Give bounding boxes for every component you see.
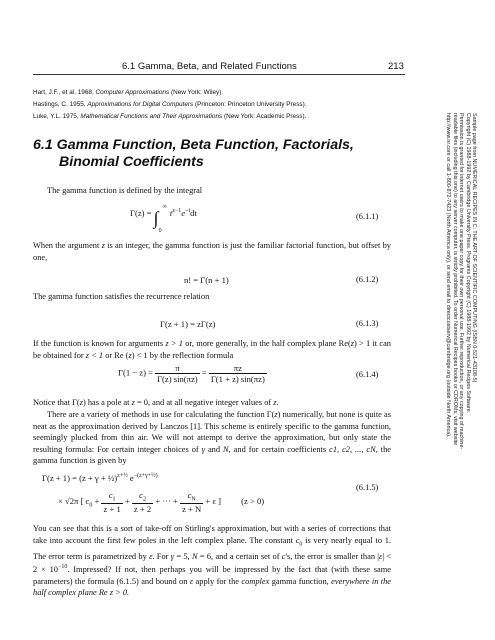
var-z: z (101, 241, 105, 250)
eq5-cn: c (187, 490, 192, 500)
paragraph-lanczos (33, 409, 391, 467)
reference-hastings (33, 100, 307, 111)
copyright-line: Permission is granted for internet users to make one paper copy for their own personal use. Further reproduction, or any copying of machine- (458, 113, 465, 450)
equation-6-1-3: Γ(z + 1) = zΓ(z) (160, 319, 216, 329)
eq5-exp2: −(z+γ+½) (133, 473, 158, 480)
var-z: z (274, 410, 278, 419)
var-z: z (131, 398, 135, 407)
equation-6-1-2: n! = Γ(n + 1) (184, 275, 229, 285)
eq4-fraction-2 (209, 363, 267, 384)
reference-rest: (New York: Wiley). (169, 89, 224, 96)
text: gamma function, (269, 576, 332, 586)
reference-luke (33, 112, 306, 123)
eq1-dt: dt (190, 208, 197, 218)
text: = 0, and at all negative integer values of (134, 398, 274, 407)
text: When the argument (33, 241, 102, 250)
text: or, more generally, in the half complex plane Re( (182, 339, 351, 348)
var-c: c (281, 551, 286, 561)
var-n: N (191, 551, 198, 561)
var-epsilon: ε (379, 551, 383, 561)
reference-authors: Hart, J.F., et al. 1968, (33, 89, 96, 96)
eq4-lhs: Γ(1 − z) = (118, 367, 156, 378)
eq5-term1: $\frac{c_1}{z + 1}$ (103, 490, 121, 514)
eq5-den1: z + 1 (103, 503, 121, 514)
eq4-den1: Γ(z) sin(πz) (157, 374, 198, 384)
eq1-e: e (181, 208, 186, 218)
text: | < 2 × 10 (33, 551, 392, 575)
equation-6-1-5-line1 (42, 473, 158, 483)
page-number: 213 (388, 61, 404, 72)
equation-number-6-1-5: (6.1.5) (356, 483, 379, 492)
paragraph-recurrence: The gamma function satisfies the recurrence relation (33, 292, 210, 301)
text: . Impressed? If not, then perhaps you will be impressed by the fact that (with these same parameters) the formula (6.1.5) and bound on (33, 565, 391, 586)
coefficients: c1, c2, ..., cN (329, 444, 376, 454)
text: ) > 1 it can be obtained for (33, 339, 391, 360)
text: Notice that Γ( (33, 398, 80, 407)
reference-authors: Luke, Y.L. 1975, (33, 113, 81, 120)
integral-upper-limit: ∞ (162, 204, 167, 210)
var-epsilon: ε (149, 551, 153, 561)
text: ) numerically, but none is quite as neat as the approximation derived by Lanczos [1]. This scheme is entirely specific to the gamma function, seemingly plucked from thin air. We will not attempt to derive the approximation, but only state the resulting formula: For certain integer choices of (33, 410, 391, 454)
text: If the function is known for arguments (33, 339, 166, 348)
text: apply for the (193, 576, 242, 586)
section-heading-line2: Binomial Coefficients (59, 154, 204, 170)
eq5-exp1: z+½ (117, 473, 128, 480)
equation-6-1-5-line2: × √2π [ $c_0$ + $\frac{c_1}{z + 1}$ + $\frac{c_2}{z + 2}$ + ··· + $\frac{c_N}{z + N}$ + ε ] (z > 0) (58, 490, 265, 514)
eq5-c1: c (108, 490, 113, 500)
exponent: −10 (57, 564, 68, 571)
eq5-c2: c (139, 490, 143, 500)
var-gamma: γ (201, 444, 205, 454)
paragraph-intro: The gamma function is defined by the integral (47, 186, 203, 195)
reference-hart (33, 88, 223, 99)
var-c0: c (295, 535, 300, 545)
copyright-line: Sample page from NUMERICAL RECIPES IN C: THE ART OF SCIENTIFIC COMPUTING (ISBN 0-521-43108-5) (471, 113, 477, 383)
text: is very nearly equal to 1. The error term is parametrized by (33, 535, 391, 561)
eq5-base: Γ(z + 1) = (z + γ + ½) (42, 473, 118, 483)
eq5-condition: (z > 0) (241, 495, 265, 506)
text: , the gamma function is given by (33, 444, 391, 466)
equation-number-6-1-3: (6.1.3) (356, 319, 379, 328)
eq5-e: e (127, 473, 134, 483)
text: 's, the error is smaller than | (285, 551, 379, 561)
integral-lower-limit: 0 (158, 228, 162, 234)
var-z: z (273, 398, 277, 407)
paragraph-factorial (33, 240, 391, 263)
eq1-lhs: Γ(z) = (130, 208, 154, 218)
equation-number-6-1-1: (6.1.1) (356, 212, 379, 221)
reference-rest: (New York: Academic Press). (222, 113, 307, 120)
paragraph-poles (33, 397, 391, 409)
z-lt-1: z < 1 (85, 350, 104, 360)
section-heading-line1: 6.1 Gamma Function, Beta Function, Factorials, (33, 137, 354, 153)
eq4-fraction-1 (155, 363, 200, 384)
paragraph-reflection (33, 338, 391, 361)
text: ) < 1 by the reflection formula (131, 350, 234, 360)
text: . For (152, 551, 171, 561)
text: There are a variety of methods in use for calculating the function Γ( (47, 410, 275, 419)
z-gt-1: z > 1 (165, 339, 183, 348)
paragraph-stirling: You can see that this is a sort of take-off on Stirling's approximation, but with a series of corrections that take into account the first few poles in the left complex plane. The constant $c_0$ is very nearly equal to 1. The error term is parametrized by ε. For γ = 5, N = 6, and a certain set of c's, the error is smaller than $|\varepsilon| < 2 \times 10^{-10}$. Impressed? If not, then perhaps you will be impressed by the fact that (with these same parameters) the formula (6.1.5) and bound on ε apply for the complex gamma function, everywhere in the half complex plane Re z > 0. (33, 524, 392, 598)
reference-title: Approximations for Digital Computers (87, 101, 194, 108)
copyright-line: readable files (including this one) to any server computer, is strictly prohibited. To order Numerical Recipes books or CDROMs, visit website (451, 113, 458, 446)
copyright-text (445, 113, 477, 449)
eq4-equals: = (201, 367, 209, 378)
equation-number-6-1-4: (6.1.4) (356, 370, 379, 379)
text: . (276, 398, 279, 407)
text: = 6, and a certain set of (197, 551, 282, 561)
copyright-line: Copyright (C) 1988-1992 by Cambridge University Press. Programs Copyright (C) 1988-1992 by Numerical Recipes Software. (464, 113, 471, 414)
eq4-num1: π (155, 363, 200, 374)
var-z: z (128, 350, 132, 360)
header-rule (33, 74, 405, 75)
var-epsilon: ε (189, 576, 194, 586)
eq1-exp2: −t (185, 208, 191, 215)
var-gamma: γ (170, 551, 175, 561)
eq5-denN: z + N (182, 503, 202, 514)
text: = 5, (174, 551, 192, 561)
equation-number-6-1-2: (6.1.2) (356, 275, 379, 284)
eq5-epsilon: + ε ] (205, 495, 222, 506)
var-z: z (350, 339, 355, 348)
var-z: z (79, 398, 83, 407)
eq5-term2: $\frac{c_2}{z + 2}$ (133, 490, 152, 514)
eq5-termN: $\frac{c_N}{z + N}$ (182, 490, 202, 514)
eq5-sqrt-c0: × √2π [ c (58, 495, 90, 506)
emphasis-half-plane: everywhere in the half complex plane Re z > 0. (33, 576, 392, 598)
section-heading (33, 137, 354, 171)
equation-6-1-4 (118, 363, 267, 384)
var-n: N (223, 444, 229, 454)
text: , and for certain coefficients (228, 444, 330, 454)
text: or Re ( (103, 350, 129, 360)
reference-title: Mathematical Functions and Their Approximations (80, 113, 223, 120)
equation-6-1-1: Γ(z) = ∫ ∞ 0 $t^{z-1}e^{-t}dt$ (130, 204, 197, 234)
eq1-exp: z−1 (172, 208, 182, 215)
text: and (205, 444, 224, 454)
copyright-line: http://www.nr.com or call 1-800-872-7423 (North America only), or send email to directcustserv@cambridge.org (outside North America). (445, 113, 452, 438)
text: You can see that this is a sort of take-off on Stirling's approximation, but with a series of corrections that take into account the first few poles in the left complex plane. The constant (33, 524, 391, 545)
reference-authors: Hastings, C. 1955, (33, 101, 88, 108)
eq5-dots: + ··· + (155, 495, 181, 506)
eq4-den2: Γ(1 + z) sin(πz) (210, 374, 265, 384)
eq4-num2: πz (209, 363, 267, 374)
reference-title: Computer Approximations (95, 89, 170, 96)
running-title: 6.1 Gamma, Beta, and Related Functions (122, 61, 297, 72)
text: is an integer, the gamma function is just the familiar factorial function, but offset by one, (33, 241, 391, 262)
reference-rest: (Princeton: Princeton University Press). (193, 101, 307, 108)
text: ) has a pole at (82, 398, 132, 407)
eq5-den2: z + 2 (133, 503, 152, 514)
eq1-t: t (169, 208, 173, 218)
emphasis-complex: complex (241, 576, 270, 586)
